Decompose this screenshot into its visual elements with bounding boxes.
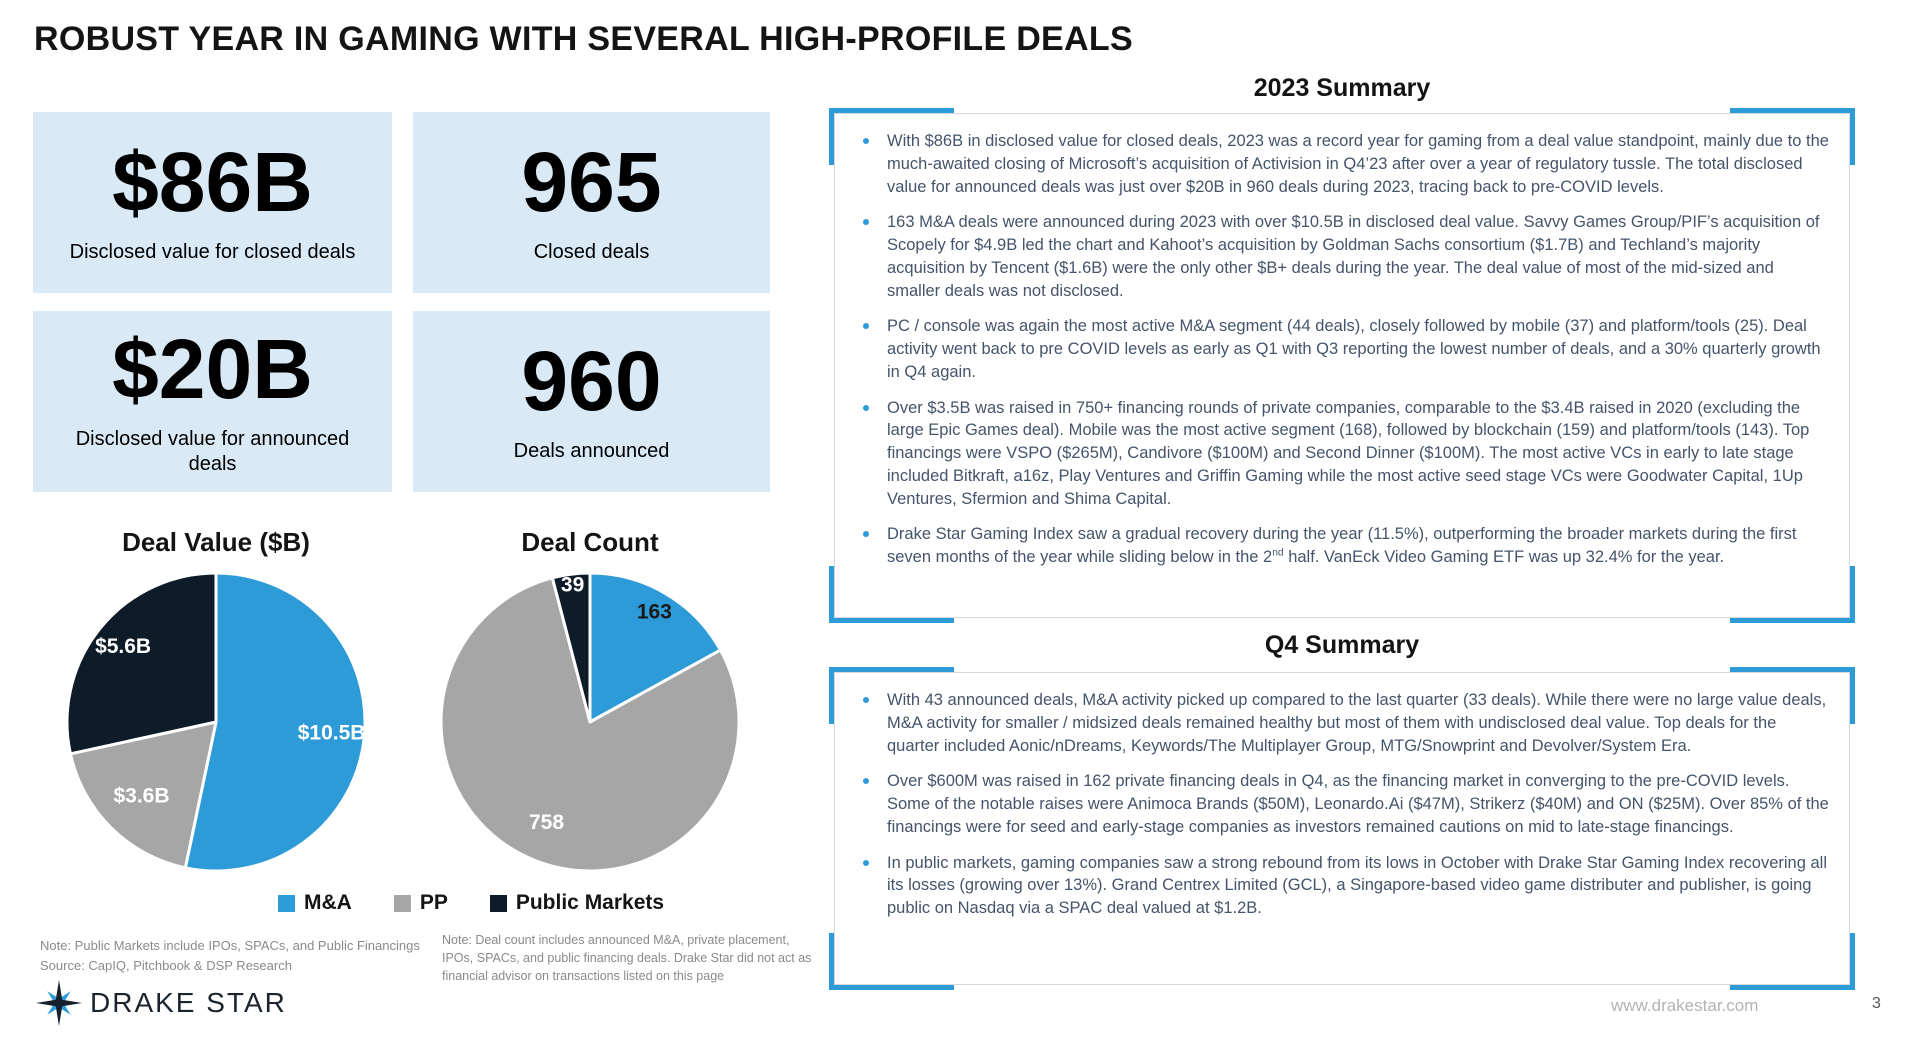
bullet-dot	[863, 138, 869, 144]
page-title: ROBUST YEAR IN GAMING WITH SEVERAL HIGH-PROFILE DEALS	[34, 20, 1133, 58]
chart-legend	[278, 891, 664, 915]
note-public-markets	[40, 936, 420, 975]
corner-bracket	[829, 566, 954, 623]
bullet-dot	[863, 219, 869, 225]
bullet-dot	[863, 323, 869, 329]
legend-item	[490, 891, 664, 915]
summary-2023-box	[834, 113, 1850, 618]
stat-closed-value	[33, 112, 392, 293]
legend-label: M&A	[304, 891, 352, 914]
bullet-item	[857, 689, 1829, 757]
corner-bracket	[1730, 933, 1855, 990]
bullet-item	[857, 315, 1829, 383]
pie-slice-label: 758	[528, 810, 565, 834]
summary-q4-bullets	[857, 689, 1829, 920]
summary-q4-title: Q4 Summary	[1264, 631, 1420, 659]
bullet-item	[857, 852, 1829, 920]
stat-label: Disclosed value for closed deals	[69, 241, 356, 264]
compass-star-icon	[36, 980, 82, 1026]
note-line: Note: Deal count includes announced M&A, private placement,	[442, 933, 790, 947]
pie-slice-label: $10.5B	[297, 721, 366, 745]
legend-swatch	[278, 895, 295, 912]
bullet-text: With $86B in disclosed value for closed deals, 2023 was a record year for gaming from a deal value standpoint, mainly due to the much-awaited closing of Microsoft’s acquisition of Activision in Q4’23 after over a year of regulatory tussle. The total disclosed value for announced deals was just over $20B in 960 deals during 2023, tracing back to pre-COVID levels.	[887, 132, 1829, 196]
note-line: Note: Public Markets include IPOs, SPACs, and Public Financings	[40, 938, 420, 953]
deal-count-pie-chart	[438, 527, 742, 874]
stat-value: 960	[521, 334, 662, 429]
note-line: financial advisor on transactions listed on this page	[442, 968, 725, 983]
stat-label: Closed deals	[533, 241, 650, 264]
pie-slice-label: $5.6B	[95, 634, 152, 658]
pie-slice-label: $3.6B	[113, 784, 170, 808]
bullet-dot	[863, 531, 869, 537]
stat-label: Disclosed value for announced deals	[75, 428, 350, 475]
deal-value-pie-chart	[64, 527, 368, 874]
legend-item	[394, 891, 448, 915]
pie-deal-value	[64, 570, 368, 874]
chart-title: Deal Count	[521, 527, 659, 557]
corner-bracket	[1730, 566, 1855, 623]
stat-label: Deals announced	[513, 440, 670, 463]
logo-text: DRAKE STAR	[90, 987, 287, 1018]
stat-announced-deals	[413, 311, 770, 492]
legend-swatch	[394, 895, 411, 912]
bullet-text: 163 M&A deals were announced during 2023 with over $10.5B in disclosed deal value. Savvy Games Group/PIF’s acquisition of Scopely for $4.9B led the chart and Kahoot’s acquisition by Goldman Sachs consortium ($1.7B) and Techland’s majority acquisition by Tencent ($1.6B) were the only other $B+ deals during the year. The deal value of most of the mid-sized and smaller deals was not disclosed.	[887, 213, 1820, 300]
bullet-text: Drake Star Gaming Index saw a gradual recovery during the year (11.5%), outperforming the broader markets during the first seven months of the year while sliding below in the 2nd half. VanEck Video Gaming ETF was up 32.4% for the year.	[887, 525, 1797, 567]
bullet-dot	[863, 697, 869, 703]
summary-q4-box	[834, 672, 1850, 985]
bullet-text: In public markets, gaming companies saw a strong rebound from its lows in October with Drake Star Gaming Index recovering all its losses (growing over 13%). Grand Centrex Limited (GCL), a Singapore-based video game distributer and publisher, is going public on Nasdaq via a SPAC deal valued at $1.2B.	[887, 853, 1828, 918]
legend-label: Public Markets	[515, 891, 665, 914]
bullet-dot	[863, 778, 869, 784]
bullet-text: PC / console was again the most active M&A segment (44 deals), closely followed by mobile (37) and platform/tools (25). Deal activity went back to pre COVID levels as early as Q1 with Q3 reporting the lowest number of deals, and a 30% quarterly growth in Q4 again.	[887, 317, 1821, 381]
pie-slice-label: 39	[560, 573, 585, 597]
corner-bracket	[829, 933, 954, 990]
website-link[interactable]: www.drakestar.com	[1611, 996, 1759, 1015]
chart-title: Deal Value ($B)	[122, 527, 310, 557]
note-line: IPOs, SPACs, and public financing deals. Drake Star did not act as	[442, 950, 812, 965]
stats-grid	[33, 112, 770, 492]
pie-slice-public-markets	[67, 573, 216, 754]
bullet-text: Over $600M was raised in 162 private financing deals in Q4, as the financing market in converging to the pre-COVID levels. Some of the notable raises were Animoca Brands ($50M), Leonardo.Ai ($47M), Strikerz ($40M) and ON ($25M). Over 85% of the financings were for seed and early-stage companies as investors remained cautions on mid to late-stage financings.	[887, 772, 1829, 836]
bullet-item	[857, 523, 1829, 569]
bullet-dot	[863, 860, 869, 866]
note-line: Source: CapIQ, Pitchbook & DSP Research	[40, 957, 292, 973]
summary-2023-bullets	[857, 130, 1829, 569]
bullet-text: Over $3.5B was raised in 750+ financing rounds of private companies, comparable to the $3.4B raised in 2020 (excluding the large Epic Games deal). Mobile was the most active segment (168), followed by blockchain (159) and platform/tools (143). Top financings were VSPO ($265M), Candivore ($100M) and Second Dinner ($100M). The most active VCs in early to late stage included Bitkraft, a16z, Play Ventures and Griffin Gaming while the most active seed stage VCs were Goodwater Capital, 1Up Ventures, Sfermion and Shima Capital.	[887, 398, 1810, 508]
stat-announced-value	[33, 311, 392, 492]
stat-closed-deals	[413, 112, 770, 293]
note-deal-count	[442, 932, 811, 985]
bullet-text: With 43 announced deals, M&A activity picked up compared to the last quarter (33 deals). While there were no large value deals, M&A activity for smaller / midsized deals remained healthy but most of them with undisclosed deal value. Top deals for the quarter included Aonic/nDreams, Keywords/The Multiplayer Group, MTG/Snowprint and Devolver/System Era.	[887, 691, 1827, 755]
legend-item	[278, 891, 352, 915]
pie-slice-label: 163	[636, 600, 672, 624]
page-number: 3	[1872, 995, 1881, 1012]
legend-swatch	[490, 895, 507, 912]
legend-label: PP	[419, 891, 448, 914]
bullet-item	[857, 770, 1829, 838]
drake-star-logo	[36, 980, 287, 1026]
bullet-item	[857, 211, 1829, 302]
stat-value: $86B	[112, 135, 313, 230]
pie-deal-count	[438, 570, 742, 874]
summary-2023-title: 2023 Summary	[1253, 74, 1431, 102]
stat-value: 965	[521, 135, 662, 230]
bullet-dot	[863, 405, 869, 411]
bullet-item	[857, 397, 1829, 511]
stat-value: $20B	[112, 322, 313, 417]
bullet-item	[857, 130, 1829, 198]
